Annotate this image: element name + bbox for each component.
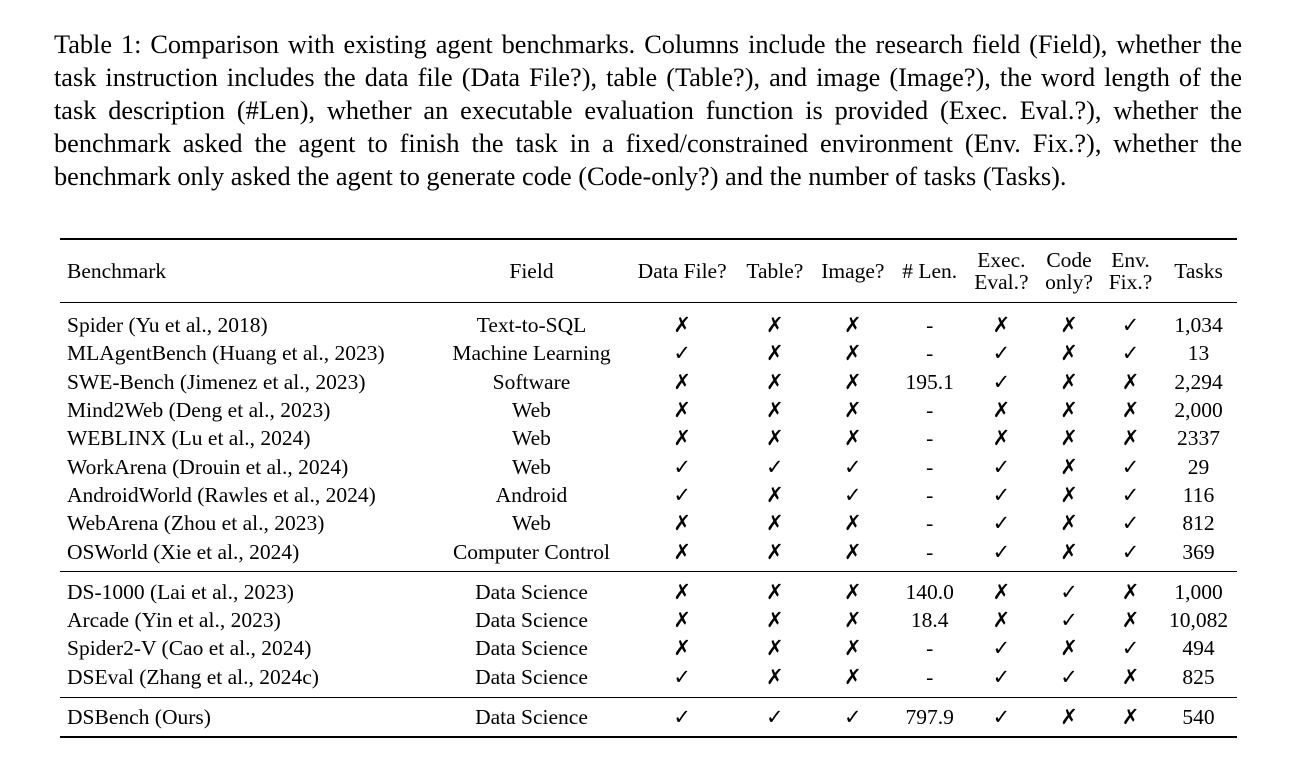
cell-code: ✗	[1060, 454, 1078, 479]
header-exec-line1: Exec.	[977, 248, 1026, 272]
header-table: Table?	[746, 259, 804, 283]
cell-exec: ✓	[992, 704, 1011, 729]
cell-tasks: 812	[1182, 511, 1215, 536]
cell-len: -	[926, 636, 934, 661]
cell-image: ✗	[844, 539, 862, 564]
cell-benchmark: AndroidWorld (Rawles et al., 2024)	[67, 482, 376, 507]
cell-benchmark: DSBench (Ours)	[67, 704, 211, 729]
cell-table: ✗	[766, 636, 784, 661]
cell-table: ✗	[766, 579, 784, 604]
cell-len: -	[926, 398, 934, 423]
cell-benchmark: WEBLINX (Lu et al., 2024)	[67, 426, 311, 451]
cell-field: Data Science	[475, 636, 588, 661]
cell-exec: ✗	[992, 426, 1011, 451]
cell-exec: ✓	[992, 454, 1011, 479]
table-row	[60, 537, 1237, 571]
cell-table: ✗	[766, 398, 784, 423]
cell-tasks: 2337	[1177, 426, 1221, 451]
table-row	[60, 396, 1237, 424]
cell-code: ✗	[1060, 511, 1078, 536]
cell-data-file: ✗	[673, 539, 691, 564]
cell-exec: ✓	[992, 341, 1011, 366]
cell-len: 195.1	[905, 369, 954, 394]
cell-env: ✗	[1121, 426, 1140, 451]
cell-len: -	[926, 482, 934, 507]
cell-tasks: 13	[1187, 341, 1210, 366]
table-row	[60, 606, 1237, 634]
cell-tasks: 825	[1182, 664, 1215, 689]
cell-field: Web	[512, 398, 551, 423]
cell-data-file: ✗	[673, 398, 691, 423]
cell-field: Web	[512, 454, 551, 479]
table-row	[60, 509, 1237, 537]
cell-benchmark: Mind2Web (Deng et al., 2023)	[67, 398, 331, 423]
cell-env: ✓	[1121, 341, 1140, 366]
cell-env: ✗	[1121, 579, 1140, 604]
table-row	[60, 481, 1237, 509]
cell-data-file: ✓	[673, 482, 691, 507]
cell-benchmark: Arcade (Yin et al., 2023)	[67, 608, 281, 633]
cell-len: -	[926, 511, 934, 536]
cell-env: ✓	[1121, 313, 1140, 338]
cell-data-file: ✓	[673, 664, 691, 689]
cell-env: ✓	[1121, 454, 1140, 479]
table-row	[60, 452, 1237, 480]
ours-benchmark-group	[60, 697, 1237, 737]
cell-field: Android	[495, 482, 568, 507]
cell-code: ✓	[1060, 664, 1078, 689]
header-benchmark: Benchmark	[67, 259, 167, 283]
cell-field: Data Science	[475, 608, 588, 633]
cell-benchmark: Spider (Yu et al., 2018)	[67, 313, 268, 338]
cell-len: -	[926, 454, 934, 479]
cell-exec: ✗	[992, 313, 1011, 338]
cell-image: ✗	[844, 664, 862, 689]
cell-code: ✓	[1060, 608, 1078, 633]
cell-env: ✓	[1121, 482, 1140, 507]
cell-image: ✗	[844, 511, 862, 536]
cell-image: ✗	[844, 398, 862, 423]
cell-image: ✗	[844, 636, 862, 661]
table-header-row	[60, 239, 1237, 303]
header-exec-eval	[966, 239, 1037, 303]
cell-tasks: 1,034	[1174, 313, 1223, 338]
cell-table: ✗	[766, 369, 784, 394]
cell-benchmark: Spider2-V (Cao et al., 2024)	[67, 636, 312, 661]
cell-len: -	[926, 664, 934, 689]
table-row	[60, 571, 1237, 606]
cell-code: ✗	[1060, 482, 1078, 507]
cell-benchmark: DS-1000 (Lai et al., 2023)	[67, 579, 294, 604]
cell-data-file: ✓	[673, 341, 691, 366]
cell-field: Data Science	[475, 704, 588, 729]
cell-table: ✗	[766, 426, 784, 451]
benchmark-comparison-table	[60, 238, 1237, 738]
cell-code: ✗	[1060, 539, 1078, 564]
cell-benchmark: WorkArena (Drouin et al., 2024)	[67, 454, 349, 479]
cell-data-file: ✗	[673, 313, 691, 338]
cell-tasks: 369	[1182, 539, 1215, 564]
header-exec-line2: Eval.?	[974, 270, 1029, 294]
cell-env: ✓	[1121, 636, 1140, 661]
cell-image: ✗	[844, 579, 862, 604]
cell-env: ✗	[1121, 608, 1140, 633]
cell-table: ✗	[766, 341, 784, 366]
table-row	[60, 303, 1237, 340]
cell-field: Machine Learning	[452, 341, 611, 366]
cell-benchmark: SWE-Bench (Jimenez et al., 2023)	[67, 369, 366, 394]
header-env-line1: Env.	[1111, 248, 1150, 272]
cell-exec: ✓	[992, 664, 1011, 689]
cell-benchmark: OSWorld (Xie et al., 2024)	[67, 539, 300, 564]
cell-image: ✓	[844, 704, 862, 729]
cell-len: -	[926, 426, 934, 451]
cell-tasks: 494	[1182, 636, 1215, 661]
cell-data-file: ✓	[673, 704, 691, 729]
cell-exec: ✓	[992, 369, 1011, 394]
cell-field: Software	[492, 369, 571, 394]
header-code-line2: only?	[1045, 270, 1093, 294]
table-row	[60, 663, 1237, 698]
cell-field: Web	[512, 511, 551, 536]
cell-image: ✗	[844, 369, 862, 394]
table-row	[60, 368, 1237, 396]
cell-env: ✗	[1121, 369, 1140, 394]
cell-image: ✓	[844, 482, 862, 507]
header-env-fix	[1101, 239, 1160, 303]
cell-code: ✓	[1060, 579, 1078, 604]
cell-table: ✓	[766, 454, 784, 479]
cell-exec: ✓	[992, 511, 1011, 536]
cell-exec: ✗	[992, 579, 1011, 604]
cell-exec: ✗	[992, 398, 1011, 423]
cell-data-file: ✗	[673, 636, 691, 661]
cell-env: ✗	[1121, 664, 1140, 689]
cell-env: ✓	[1121, 539, 1140, 564]
cell-image: ✗	[844, 341, 862, 366]
cell-len: 140.0	[905, 579, 954, 604]
cell-code: ✗	[1060, 636, 1078, 661]
cell-tasks: 1,000	[1174, 579, 1223, 604]
cell-exec: ✓	[992, 539, 1011, 564]
cell-table: ✗	[766, 313, 784, 338]
cell-table: ✓	[766, 704, 784, 729]
cell-data-file: ✗	[673, 369, 691, 394]
cell-benchmark: DSEval (Zhang et al., 2024c)	[67, 664, 319, 689]
cell-field: Data Science	[475, 579, 588, 604]
cell-tasks: 116	[1182, 482, 1215, 507]
cell-exec: ✓	[992, 482, 1011, 507]
cell-benchmark: MLAgentBench (Huang et al., 2023)	[67, 341, 385, 366]
general-benchmarks-group	[60, 303, 1237, 572]
cell-data-file: ✗	[673, 426, 691, 451]
cell-data-file: ✗	[673, 511, 691, 536]
cell-benchmark: WebArena (Zhou et al., 2023)	[67, 511, 325, 536]
cell-tasks: 2,000	[1174, 398, 1223, 423]
header-field: Field	[509, 259, 554, 283]
cell-code: ✗	[1060, 313, 1078, 338]
cell-tasks: 29	[1187, 454, 1210, 479]
cell-field: Text-to-SQL	[476, 313, 587, 338]
cell-len: 797.9	[905, 704, 954, 729]
table-caption: Table 1: Comparison with existing agent benchmarks. Columns include the research field (Field), whether the task instruction includes the data file (Data File?), table (Table?), and image (Image?), the word length of the task description (#Len), whether an executable evaluation function is provided (Exec. Eval.?), whether the benchmark asked the agent to finish the task in a fixed/constrained environment (Env. Fix.?), whether the benchmark only asked the agent to generate code (Code-only?) and the number of tasks (Tasks).	[54, 30, 1242, 192]
cell-table: ✗	[766, 539, 784, 564]
cell-len: -	[926, 539, 934, 564]
cell-image: ✗	[844, 313, 862, 338]
data-science-benchmarks-group	[60, 571, 1237, 697]
cell-env: ✓	[1121, 511, 1140, 536]
cell-tasks: 540	[1182, 704, 1215, 729]
cell-image: ✗	[844, 426, 862, 451]
table-row	[60, 697, 1237, 737]
header-code-line1: Code	[1046, 248, 1092, 272]
table-row	[60, 634, 1237, 662]
cell-data-file: ✗	[673, 608, 691, 633]
cell-env: ✗	[1121, 398, 1140, 423]
cell-len: -	[926, 313, 934, 338]
cell-data-file: ✗	[673, 579, 691, 604]
cell-exec: ✗	[992, 608, 1011, 633]
header-tasks: Tasks	[1174, 259, 1223, 283]
cell-field: Computer Control	[452, 539, 611, 564]
cell-data-file: ✓	[673, 454, 691, 479]
cell-image: ✗	[844, 608, 862, 633]
cell-env: ✗	[1121, 704, 1140, 729]
cell-tasks: 2,294	[1174, 369, 1223, 394]
header-env-line2: Fix.?	[1108, 270, 1153, 294]
cell-image: ✓	[844, 454, 862, 479]
table-row	[60, 424, 1237, 452]
cell-table: ✗	[766, 482, 784, 507]
cell-len: 18.4	[910, 608, 949, 633]
cell-code: ✗	[1060, 369, 1078, 394]
cell-table: ✗	[766, 664, 784, 689]
cell-code: ✗	[1060, 341, 1078, 366]
cell-field: Data Science	[475, 664, 588, 689]
cell-exec: ✓	[992, 636, 1011, 661]
cell-table: ✗	[766, 608, 784, 633]
table-row	[60, 339, 1237, 367]
header-len: # Len.	[902, 259, 958, 283]
cell-code: ✗	[1060, 426, 1078, 451]
cell-code: ✗	[1060, 398, 1078, 423]
cell-code: ✗	[1060, 704, 1078, 729]
header-code-only	[1037, 239, 1101, 303]
cell-field: Web	[512, 426, 551, 451]
header-data-file: Data File?	[637, 259, 727, 283]
header-image: Image?	[821, 259, 885, 283]
cell-tasks: 10,082	[1168, 608, 1229, 633]
cell-table: ✗	[766, 511, 784, 536]
cell-len: -	[926, 341, 934, 366]
